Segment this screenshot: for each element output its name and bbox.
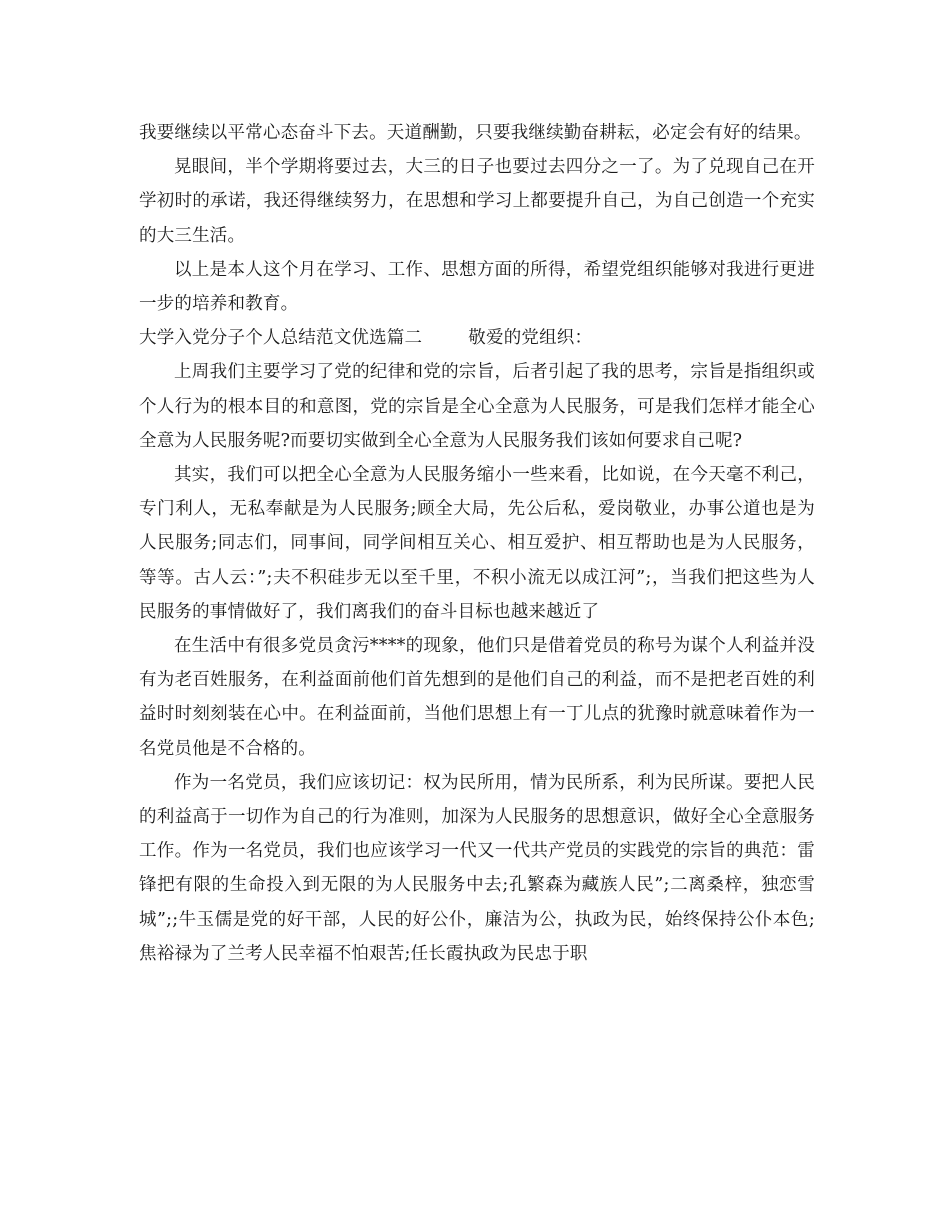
paragraph-continuation: 我要继续以平常心态奋斗下去。天道酬勤，只要我继续勤奋耕耘，必定会有好的结果。 <box>139 123 812 143</box>
paragraph: 作为一名党员，我们应该切记：权为民所用，情为民所系，利为民所谋。要把人民的利益高于一切作为自己的行为准则，加深为人民服务的思想意识，做好全心全意服务工作。作为一名党员，我们也应该学习一代又一代共产党员的实践党的宗旨的典范：雷锋把有限的生命投入到无限的为人民服务中去;孔繁森为藏族人民”;二离桑梓，独恋雪城”;;牛玉儒是党的好干部，人民的好公仆，廉洁为公，执政为民，始终保持公仆本色;焦裕禄为了兰考人民幸福不怕艰苦;任长霞执政为民忠于职 <box>139 772 815 964</box>
paragraph: 晃眼间，半个学期将要过去，大三的日子也要过去四分之一了。为了兑现自己在开学初时的承诺，我还得继续努力，在思想和学习上都要提升自己，为自己创造一个充实的大三生活。 <box>139 157 815 246</box>
paragraph: 以上是本人这个月在学习、工作、思想方面的所得，希望党组织能够对我进行更进一步的培养和教育。 <box>139 259 815 315</box>
document-body <box>139 116 815 971</box>
paragraph: 上周我们主要学习了党的纪律和党的宗旨，后者引起了我的思考，宗旨是指组织或个人行为的根本目的和意图，党的宗旨是全心全意为人民服务，可是我们怎样才能全心全意为人民服务呢?而要切实做到全心全意为人民服务我们该如何要求自己呢? <box>139 362 815 451</box>
paragraph: 其实，我们可以把全心全意为人民服务缩小一些来看，比如说，在今天毫不利己，专门利人，无私奉献是为人民服务;顾全大局，先公后私，爱岗敬业，办事公道也是为人民服务;同志们，同事间，同学间相互关心、相互爱护、相互帮助也是为人民服务，等等。古人云：”;夫不积硅步无以至千里，不积小流无以成江河”;，当我们把这些为人民服务的事情做好了，我们离我们的奋斗目标也越来越近了 <box>139 465 815 622</box>
section-heading: 大学入党分子个人总结范文优选篇二 敬爱的党组织： <box>139 328 593 349</box>
paragraph: 在生活中有很多党员贪污****的现象，他们只是借着党员的称号为谋个人利益并没有为老百姓服务，在利益面前他们首先想到的是他们自己的利益，而不是把老百姓的利益时时刻刻装在心中。在利益面前，当他们思想上有一丁儿点的犹豫时就意味着作为一名党员他是不合格的。 <box>139 636 815 759</box>
